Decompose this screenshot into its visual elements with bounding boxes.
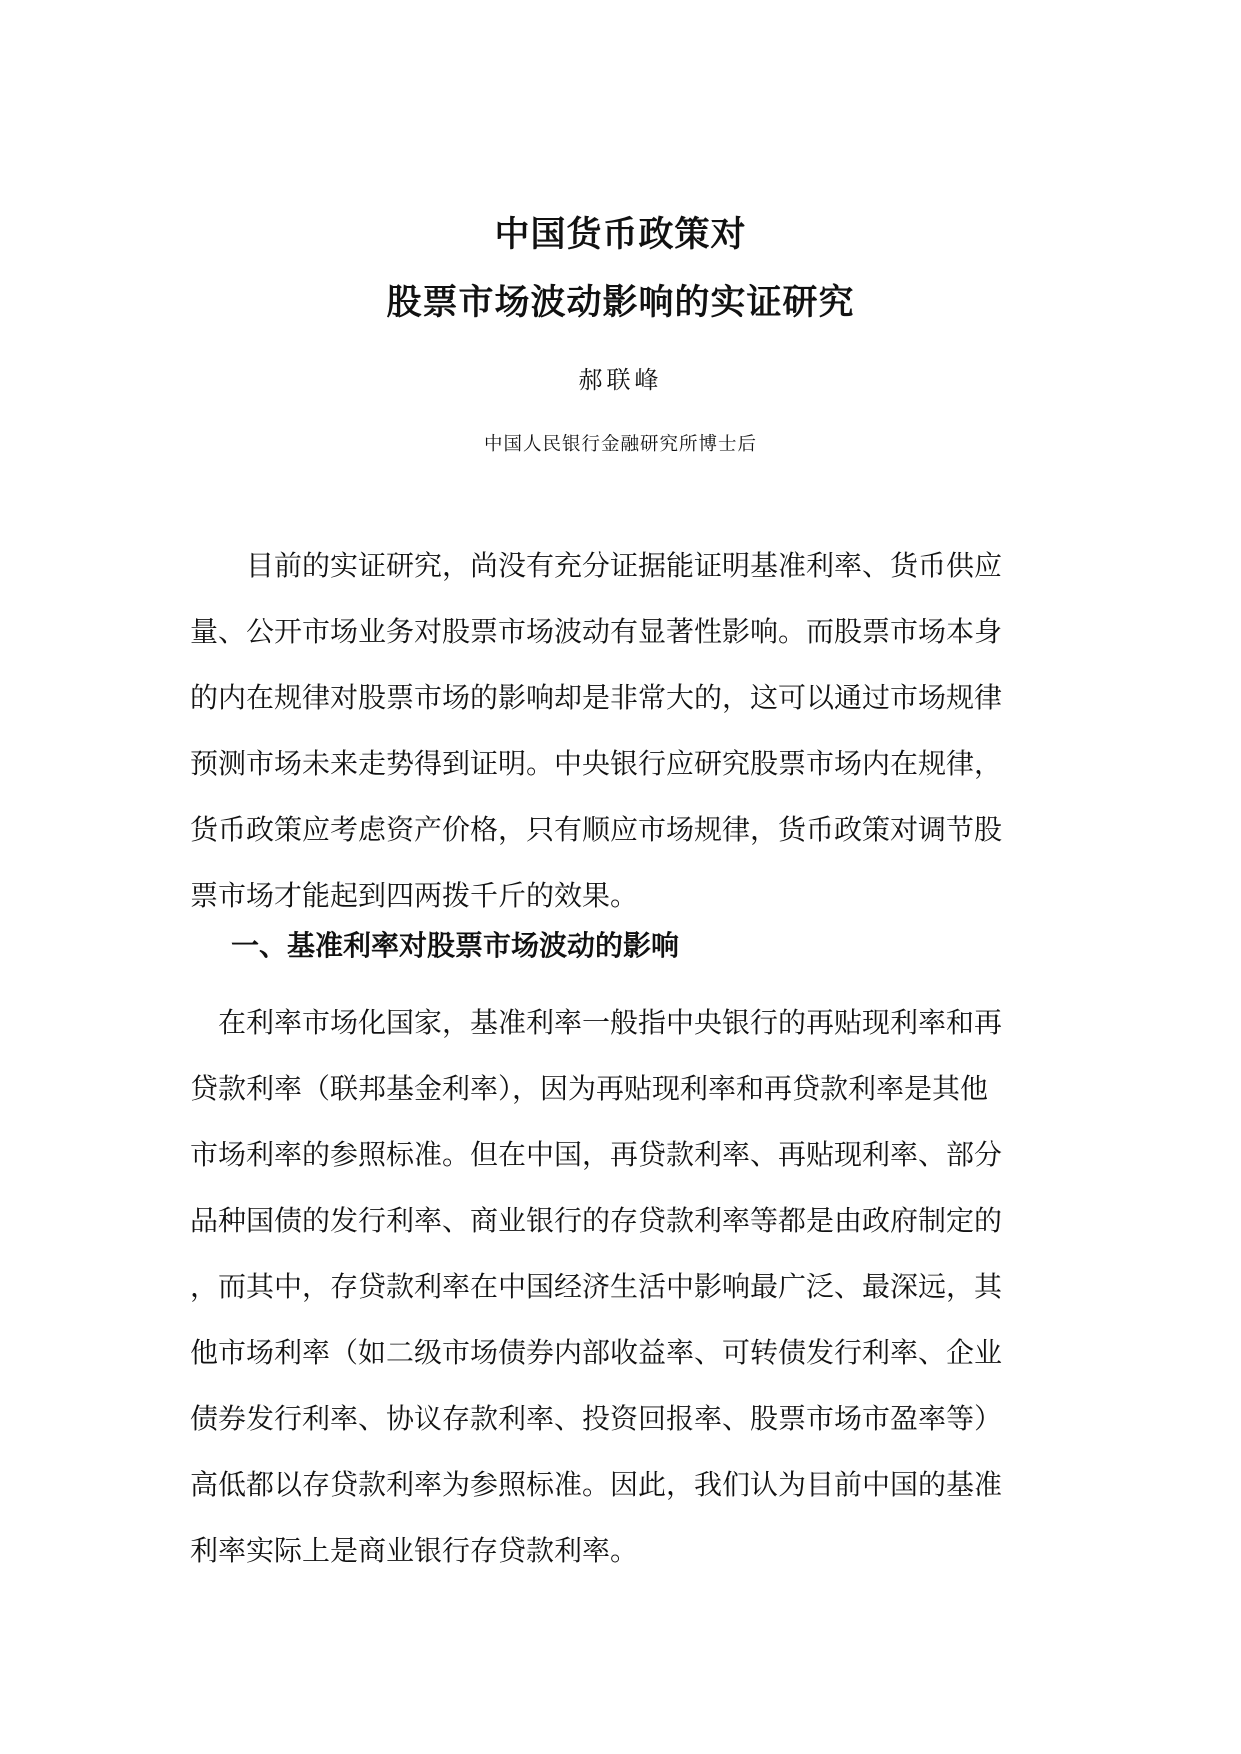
abstract-line: 预测市场未来走势得到证明。中央银行应研究股票市场内在规律， bbox=[190, 747, 1003, 780]
body-line: ，而其中，存贷款利率在中国经济生活中影响最广泛、最深远，其 bbox=[190, 1270, 1003, 1303]
body-line: 在利率市场化国家，基准利率一般指中央银行的再贴现利率和再 bbox=[190, 1006, 1003, 1039]
abstract-line: 的内在规律对股票市场的影响却是非常大的，这可以通过市场规律 bbox=[190, 681, 1003, 714]
abstract-paragraph bbox=[190, 533, 1050, 929]
author-affiliation: 中国人民银行金融研究所博士后 bbox=[483, 434, 757, 455]
section-heading-1: 一、基准利率对股票市场波动的影响 bbox=[231, 929, 680, 962]
body-line: 贷款利率（联邦基金利率），因为再贴现利率和再贷款利率是其他 bbox=[190, 1072, 989, 1105]
author-name: 郝联峰 bbox=[578, 366, 663, 394]
body-line: 利率实际上是商业银行存贷款利率。 bbox=[190, 1534, 639, 1567]
abstract-line: 票市场才能起到四两拨千斤的效果。 bbox=[190, 879, 639, 912]
body-line: 高低都以存贷款利率为参照标准。因此，我们认为目前中国的基准 bbox=[190, 1468, 1003, 1501]
paper-title-line-1: 中国货币政策对 bbox=[494, 215, 747, 255]
paper-title-line-2: 股票市场波动影响的实证研究 bbox=[386, 283, 855, 323]
body-line: 他市场利率（如二级市场债券内部收益率、可转债发行利率、企业 bbox=[190, 1336, 1003, 1369]
body-line: 品种国债的发行利率、商业银行的存贷款利率等都是由政府制定的 bbox=[190, 1204, 1003, 1237]
body-line: 市场利率的参照标准。但在中国，再贷款利率、再贴现利率、部分 bbox=[190, 1138, 1003, 1171]
body-line: 债券发行利率、协议存款利率、投资回报率、股票市场市盈率等） bbox=[190, 1402, 1003, 1435]
section-1-paragraph bbox=[190, 990, 1050, 1584]
abstract-line: 量、公开市场业务对股票市场波动有显著性影响。而股票市场本身 bbox=[190, 615, 1003, 648]
abstract-line: 目前的实证研究，尚没有充分证据能证明基准利率、货币供应 bbox=[190, 549, 1003, 582]
abstract-line: 货币政策应考虑资产价格，只有顺应市场规律，货币政策对调节股 bbox=[190, 813, 1003, 846]
